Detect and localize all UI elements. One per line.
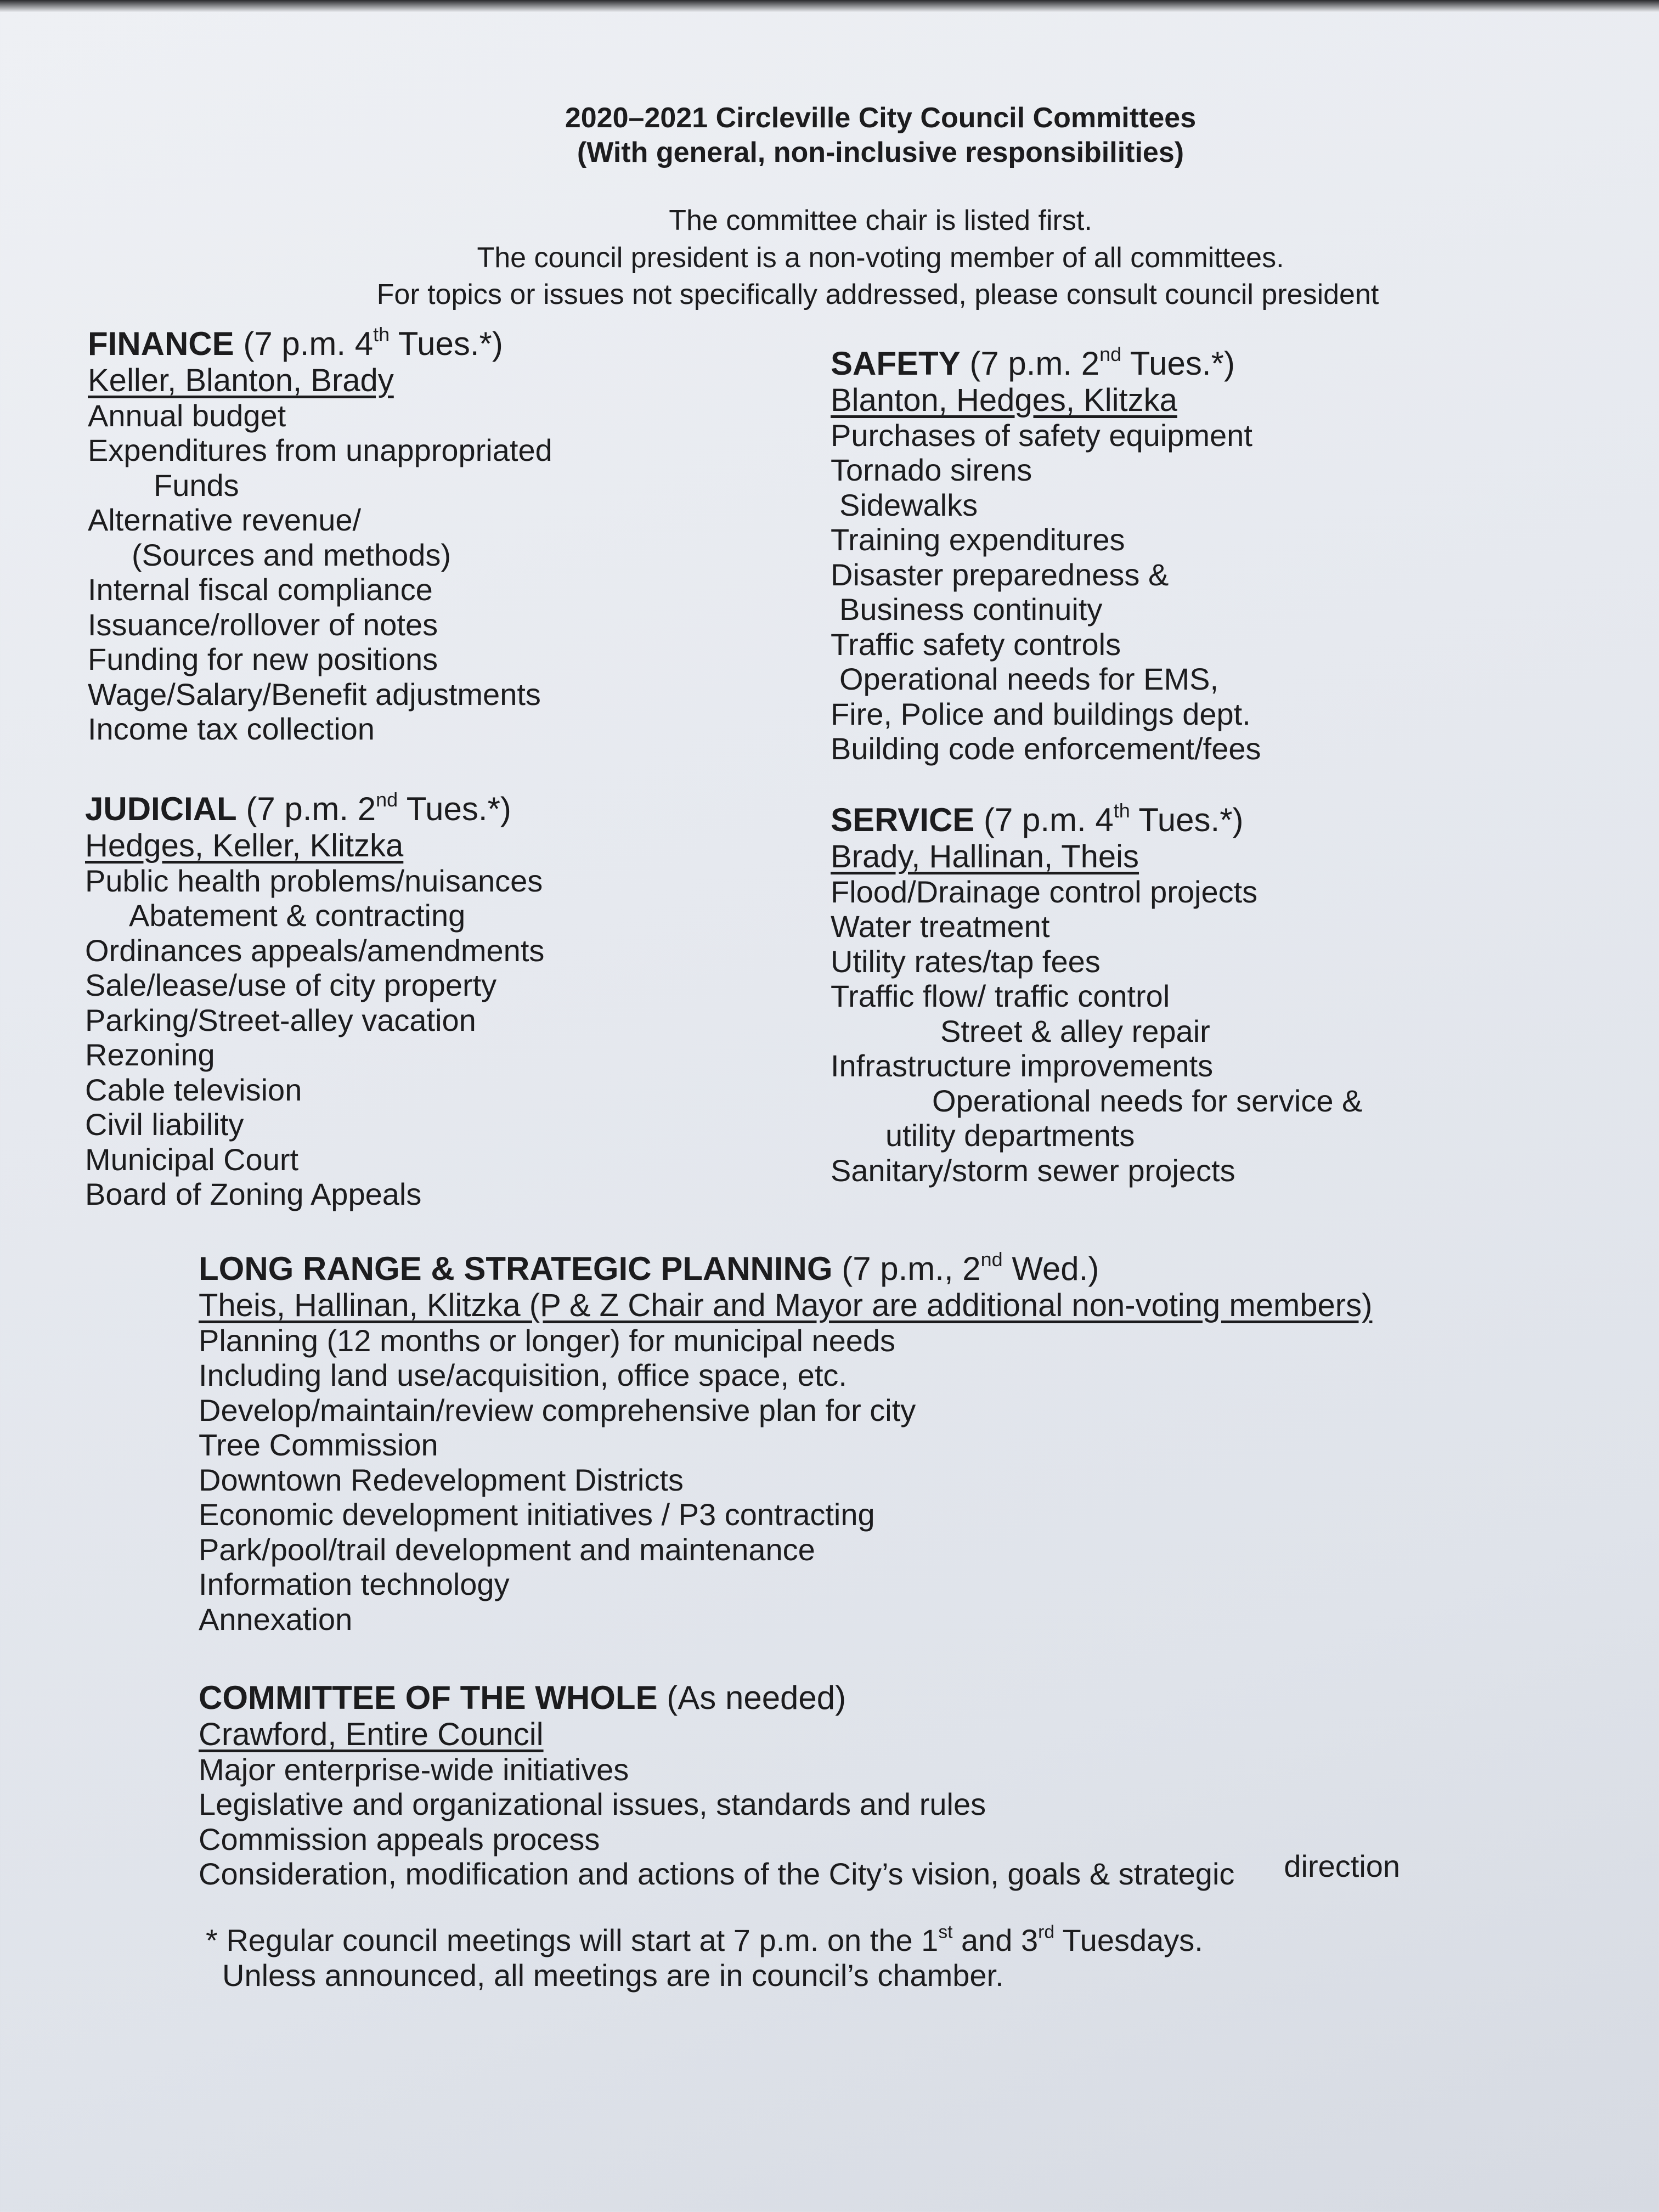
footnote bbox=[206, 1923, 1203, 1993]
list-item: Sanitary/storm sewer projects bbox=[831, 1153, 1235, 1188]
list-item: Sale/lease/use of city property bbox=[85, 968, 497, 1002]
committee-members: Blanton, Hedges, Klitzka bbox=[831, 382, 1177, 418]
list-item: Issuance/rollover of notes bbox=[88, 607, 438, 642]
photo-edge-shadow bbox=[0, 0, 1659, 12]
safety-committee bbox=[831, 342, 1261, 766]
committee-of-the-whole bbox=[199, 1679, 1400, 1892]
list-item: Traffic safety controls bbox=[831, 627, 1121, 662]
committee-members: Crawford, Entire Council bbox=[199, 1717, 544, 1752]
footnote-line: Unless announced, all meetings are in council’s chamber. bbox=[222, 1957, 1004, 1993]
document-subtitle: (With general, non-inclusive responsibilities) bbox=[577, 137, 1184, 168]
committee-heading: FINANCE (7 p.m. 4th Tues.*) bbox=[88, 323, 503, 362]
list-item: Street & alley repair bbox=[940, 1013, 1210, 1048]
list-item: Operational needs for EMS, bbox=[839, 662, 1219, 696]
list-item: Parking/Street-alley vacation bbox=[85, 1002, 476, 1037]
list-item: Purchases of safety equipment bbox=[831, 417, 1252, 453]
intro-note: For topics or issues not specifically addressed, please consult council president bbox=[376, 279, 1379, 311]
list-item: Legislative and organizational issues, standards and rules bbox=[199, 1787, 986, 1821]
list-item: Alternative revenue/ bbox=[88, 503, 362, 537]
list-item: Park/pool/trail development and maintenance bbox=[199, 1532, 815, 1567]
list-item: Civil liability bbox=[85, 1107, 244, 1142]
committee-heading: SAFETY (7 p.m. 2nd Tues.*) bbox=[831, 342, 1235, 382]
finance-committee bbox=[88, 325, 552, 747]
committee-heading: SERVICE (7 p.m. 4th Tues.*) bbox=[831, 799, 1244, 838]
list-item: Abatement & contracting bbox=[129, 898, 466, 933]
judicial-committee bbox=[85, 790, 544, 1212]
list-item: Develop/maintain/review comprehensive plan for city bbox=[199, 1392, 916, 1427]
list-item: Cable television bbox=[85, 1072, 302, 1107]
list-item: Operational needs for service & bbox=[932, 1083, 1363, 1118]
list-item: Board of Zoning Appeals bbox=[85, 1177, 422, 1211]
list-item: Funds bbox=[154, 467, 239, 503]
list-item: Economic development initiatives / P3 contracting bbox=[199, 1497, 875, 1532]
list-item: Tree Commission bbox=[199, 1427, 438, 1462]
list-item: Annual budget bbox=[88, 398, 286, 433]
list-item: utility departments bbox=[885, 1118, 1135, 1153]
list-item: Disaster preparedness & bbox=[831, 557, 1169, 592]
footnote-line: * Regular council meetings will start at 7 p.m. on the 1st and 3rd Tuesdays. bbox=[206, 1922, 1203, 1957]
list-item: Building code enforcement/fees bbox=[831, 731, 1261, 766]
committee-heading: JUDICIAL (7 p.m. 2nd Tues.*) bbox=[85, 788, 511, 827]
list-item: Infrastructure improvements bbox=[831, 1048, 1214, 1083]
list-item: Information technology bbox=[199, 1567, 510, 1601]
list-item: Funding for new positions bbox=[88, 642, 438, 676]
list-item: Downtown Redevelopment Districts bbox=[199, 1462, 684, 1497]
list-item: Flood/Drainage control projects bbox=[831, 874, 1258, 909]
service-committee bbox=[831, 801, 1362, 1188]
list-item: Training expenditures bbox=[831, 522, 1125, 557]
committee-members: Brady, Hallinan, Theis bbox=[831, 839, 1139, 874]
committee-members: Theis, Hallinan, Klitzka (P & Z Chair and Mayor are additional non-voting members) bbox=[199, 1288, 1373, 1323]
list-item: Consideration, modification and actions of the City’s vision, goals & strategic direction bbox=[199, 1849, 1401, 1891]
list-item: Municipal Court bbox=[85, 1142, 299, 1177]
list-item: Rezoning bbox=[85, 1037, 215, 1072]
committee-members: Keller, Blanton, Brady bbox=[88, 363, 394, 398]
committee-heading: COMMITTEE OF THE WHOLE (As needed) bbox=[199, 1679, 847, 1716]
list-item: Planning (12 months or longer) for municipal needs bbox=[199, 1323, 896, 1358]
list-item: Traffic flow/ traffic control bbox=[831, 979, 1170, 1013]
list-item: Sidewalks bbox=[839, 487, 978, 522]
list-item: (Sources and methods) bbox=[132, 537, 452, 572]
list-item: Water treatment bbox=[831, 909, 1050, 944]
list-item: Internal fiscal compliance bbox=[88, 572, 433, 607]
list-item: Utility rates/tap fees bbox=[831, 944, 1101, 979]
list-item: Business continuity bbox=[839, 592, 1103, 627]
list-item: Public health problems/nuisances bbox=[85, 863, 543, 898]
list-item: Ordinances appeals/amendments bbox=[85, 933, 545, 968]
list-item: Income tax collection bbox=[88, 712, 375, 746]
committee-heading: LONG RANGE & STRATEGIC PLANNING (7 p.m., 2nd Wed.) bbox=[199, 1248, 1099, 1287]
list-item: Expenditures from unappropriated bbox=[88, 433, 552, 467]
list-item: Commission appeals process bbox=[199, 1821, 600, 1857]
document-title: 2020–2021 Circleville City Council Committees bbox=[565, 102, 1197, 134]
intro-note: The committee chair is listed first. bbox=[669, 205, 1092, 236]
list-item: Fire, Police and buildings dept. bbox=[831, 696, 1251, 731]
intro-note: The council president is a non-voting member of all committees. bbox=[477, 242, 1284, 274]
list-item: Including land use/acquisition, office space, etc. bbox=[199, 1358, 847, 1392]
list-item: Wage/Salary/Benefit adjustments bbox=[88, 676, 541, 712]
committee-members: Hedges, Keller, Klitzka bbox=[85, 828, 404, 864]
list-item: Tornado sirens bbox=[831, 453, 1032, 487]
list-item: Major enterprise-wide initiatives bbox=[199, 1752, 629, 1787]
long-range-planning-committee bbox=[199, 1250, 1372, 1637]
list-item: Annexation bbox=[199, 1601, 353, 1637]
